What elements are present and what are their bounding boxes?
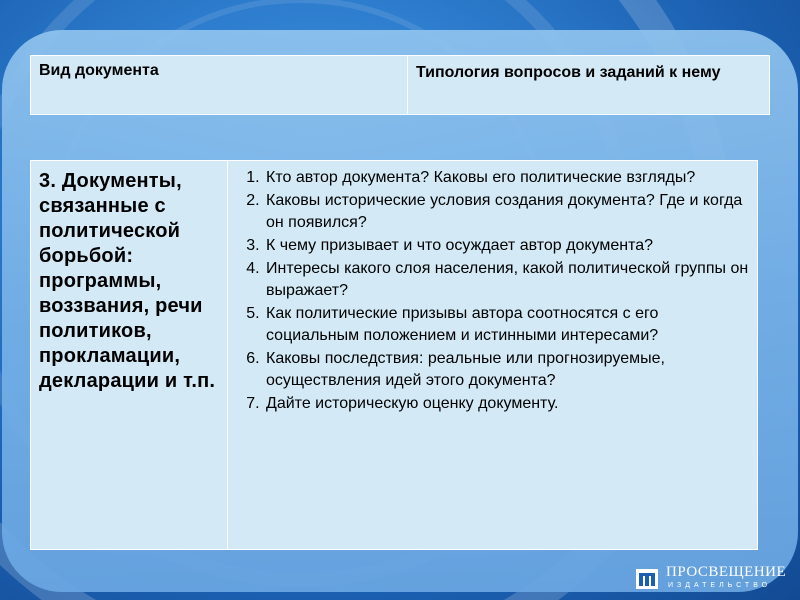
list-item: 2. Каковы исторические условия создания документа? Где и когда он появился? [264,190,749,234]
table-row [31,161,758,550]
header-row [31,56,770,115]
prosveshchenie-logo-icon [636,565,660,591]
header-question-typology: Типология вопросов и заданий к нему [408,56,770,115]
list-item: 7. Дайте историческую оценку документу. [264,393,749,415]
list-item: 3. К чему призывает и что осуждает автор документа? [264,235,749,257]
list-item: 1. Кто автор документа? Каковы его политические взгляды? [264,167,749,189]
questions-list [232,167,749,415]
questions-cell [228,161,758,550]
list-item: 5. Как политические призывы автора соотносятся с его социальным положением и истинными интересами? [264,303,749,347]
publisher-name: ПРОСВЕЩЕНИЕ [666,564,787,580]
list-item: 4. Интересы какого слоя населения, какой политической группы он выражает? [264,258,749,302]
header-document-type: Вид документа [31,56,408,115]
header-table [30,55,770,115]
list-item: 6. Каковы последствия: реальные или прогнозируемые, осуществления идей этого документа? [264,348,749,392]
content-table [30,160,758,550]
publisher-subtitle: ИЗДАТЕЛЬСТВО [668,582,772,589]
publisher-logo [636,563,796,595]
document-type-cell: 3. Документы, связанные с политической борьбой: программы, воззвания, речи политиков, прокламации, декларации и т.п. [31,161,228,550]
